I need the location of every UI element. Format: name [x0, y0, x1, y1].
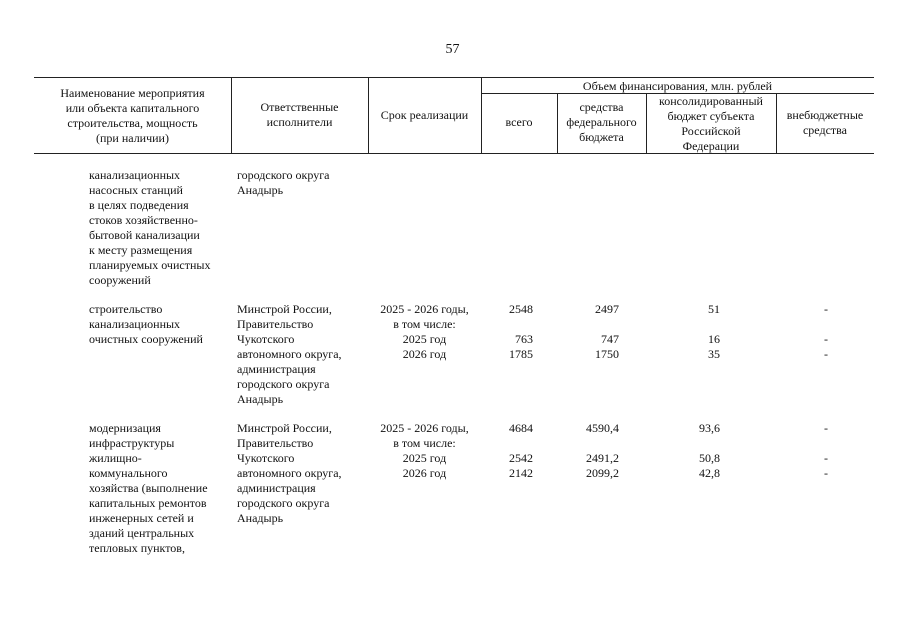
header-extrabudget: внебюджетные средства	[786, 108, 864, 137]
header-executors: Ответственные исполнители	[260, 100, 339, 129]
row-name: строительство канализационных очистных сооружений	[89, 302, 203, 346]
header-funding-group: Объем финансирования, млн. рублей	[582, 79, 773, 93]
row-executors: Минстрой России, Правительство Чукотского автономного округа, администрация городского округа Анадырь	[237, 302, 342, 406]
row-extrabudget: - - -	[824, 421, 828, 480]
header-name: Наименование мероприятия или объекта капитального строительства, мощность (при наличии)	[60, 86, 205, 145]
row-federal: 4590,4 2491,2 2099,2	[586, 421, 619, 480]
header-term: Срок реализации	[380, 108, 469, 122]
row-executors: городского округа Анадырь	[237, 168, 330, 197]
header-total: всего	[505, 115, 533, 129]
row-regional: 93,6 50,8 42,8	[699, 421, 720, 480]
row-executors: Минстрой России, Правительство Чукотского автономного округа, администрация городского округа Анадырь	[237, 421, 342, 525]
header-federal: средства федерального бюджета	[566, 100, 637, 144]
header-regional: консолидированный бюджет субъекта Российской Федерации	[659, 94, 763, 153]
row-total: 4684 2542 2142	[509, 421, 533, 480]
row-extrabudget: - - -	[824, 302, 828, 361]
page-number: 57	[445, 42, 460, 57]
row-term: 2025 - 2026 годы, в том числе: 2025 год 2026 год	[380, 302, 469, 361]
row-name: модернизация инфраструктуры жилищно- коммунального хозяйства (выполнение капитальных ремонтов инженерных сетей и зданий центральных тепловых пунктов,	[89, 421, 208, 555]
row-name: канализационных насосных станций в целях подведения стоков хозяйственно- бытовой канализации к месту размещения планируемых очистных сооружений	[89, 168, 211, 287]
table-top-rule	[34, 77, 874, 78]
row-term: 2025 - 2026 годы, в том числе: 2025 год 2026 год	[380, 421, 469, 480]
row-total: 2548 763 1785	[509, 302, 533, 361]
row-federal: 2497 747 1750	[595, 302, 619, 361]
row-regional: 51 16 35	[708, 302, 720, 361]
